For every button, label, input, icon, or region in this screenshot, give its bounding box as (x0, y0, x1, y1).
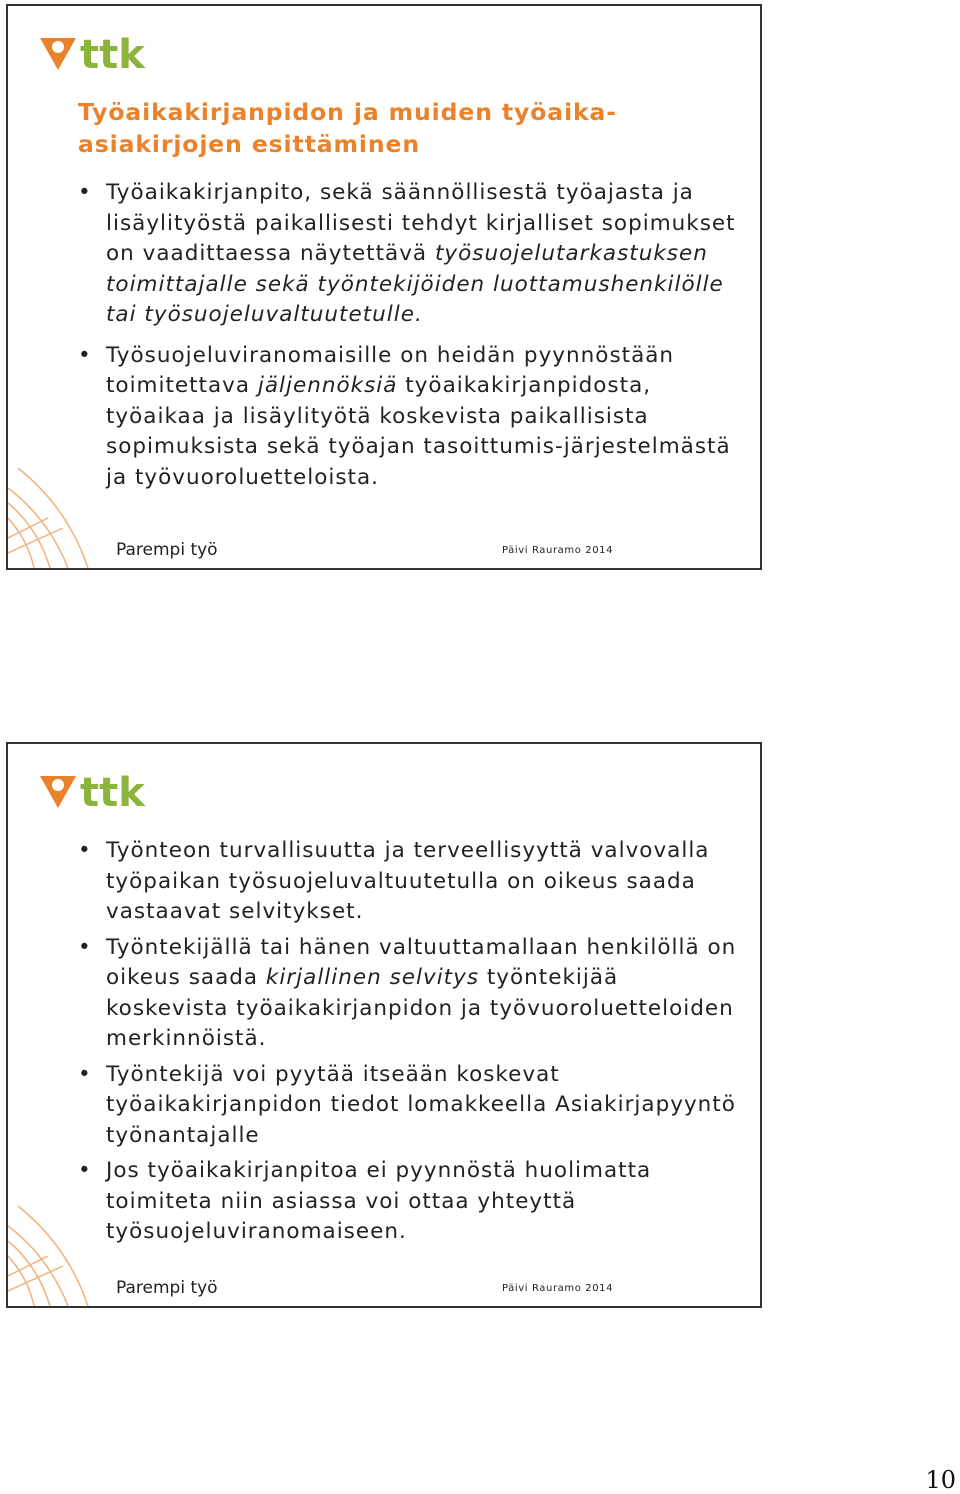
bullet-item (78, 1156, 738, 1248)
bullet-text-italic: työsuojelutarkastuksen toimittajalle sekä työntekijöiden luottamushenkilölle tai työsuojeluvaltuutetulle. (106, 241, 724, 327)
slide-title: Työaikakirjanpidon ja muiden työaika-asiakirjojen esittäminen (78, 98, 617, 158)
bullet-text-italic: jäljennöksiä (257, 373, 398, 398)
bullet-text-italic: kirjallinen selvitys (265, 965, 480, 990)
page-number: 10 (925, 1466, 956, 1494)
bullet-text: Työaikakirjanpito, sekä säännöllisestä työajasta ja lisäylityöstä paikallisesti tehdyt kirjalliset sopimukset on vaadittaessa näytettävä (106, 180, 736, 266)
ttk-logo-icon (36, 766, 156, 816)
footer-author: Päivi Rauramo 2014 (502, 545, 614, 556)
logo-text: ttk (80, 32, 145, 78)
slide-1 (6, 4, 762, 570)
bullet-text: Työntekijä voi pyytää itseään koskevat työaikakirjanpidon tiedot lomakkeella Asiakirjapyyntö työnantajalle (106, 1061, 736, 1148)
footer-brand: Parempi työ (116, 1278, 218, 1298)
bullet-item (78, 933, 738, 1055)
bullet-text: työaikakirjanpidosta, työaikaa ja lisäylityötä koskevista paikallisista sopimuksista sekä työajan tasoittumis-järjestelmästä ja työvuoroluetteloista. (106, 373, 731, 490)
bullet-text: työntekijää koskevista työaikakirjanpidon ja työvuoroluetteloiden merkinnöistä. (106, 965, 734, 1051)
slide-2 (6, 742, 762, 1308)
bullet-list (78, 836, 738, 1248)
bullet-item (78, 341, 738, 494)
corner-decoration-icon (8, 448, 128, 568)
bullet-item (78, 836, 738, 928)
logo-text: ttk (80, 770, 145, 816)
bullet-text: Työnteon turvallisuutta ja terveellisyyttä valvovalla työpaikan työsuojeluvaltuutetulla on oikeus saada vastaavat selvitykset. (106, 838, 710, 924)
bullet-list (78, 178, 738, 493)
bullet-text: Jos työaikakirjanpitoa ei pyynnöstä huolimatta toimiteta niin asiassa voi ottaa yhteyttä työsuojeluviranomaiseen. (106, 1158, 652, 1244)
footer-author: Päivi Rauramo 2014 (502, 1283, 614, 1294)
bullet-item (78, 178, 738, 331)
corner-decoration-icon (8, 1186, 128, 1306)
footer-brand: Parempi työ (116, 540, 218, 560)
bullet-item (78, 1060, 738, 1152)
ttk-logo-icon (36, 28, 156, 78)
bullet-text: Työntekijällä tai hänen valtuuttamallaan henkilöllä on oikeus saada (106, 934, 737, 990)
bullet-text: Työsuojeluviranomaisille on heidän pyynnöstään toimitettava (106, 342, 675, 398)
